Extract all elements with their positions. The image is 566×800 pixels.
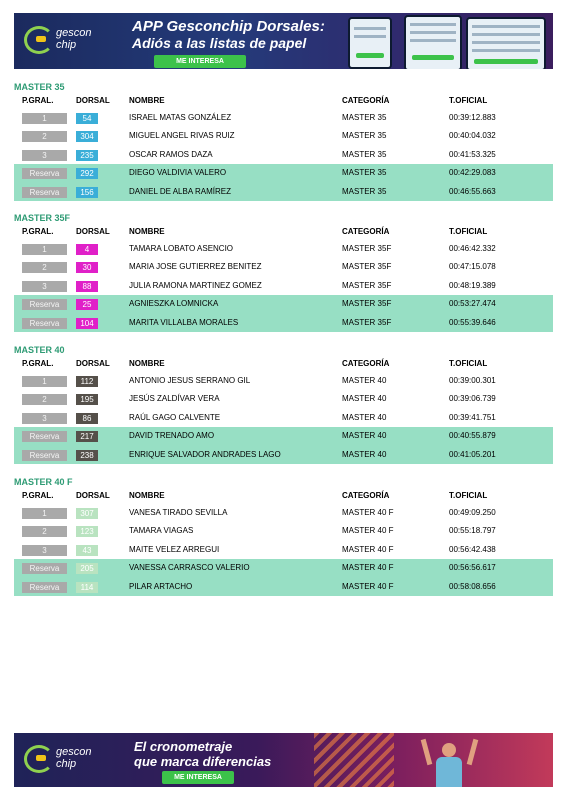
bib-badge: 30 [76, 262, 98, 273]
runner-time: 00:47:15.078 [449, 262, 496, 272]
athlete-image [414, 737, 484, 787]
table-header [14, 224, 553, 240]
runner-time: 00:39:12.883 [449, 113, 496, 122]
runner-time: 00:40:55.879 [449, 431, 496, 441]
column-header-category: CATEGORÍA [342, 227, 390, 236]
runner-category: MASTER 35F [342, 317, 392, 327]
position-badge: 1 [22, 508, 67, 519]
position-badge: Reserva [22, 431, 67, 442]
bib-badge: 112 [76, 376, 98, 387]
bib-badge: 43 [76, 545, 98, 556]
runner-name: VANESSA CARRASCO VALERIO [129, 563, 250, 573]
table-row [14, 427, 553, 445]
runner-category: MASTER 40 F [342, 563, 394, 573]
position-badge: Reserva [22, 168, 67, 179]
table-row [14, 295, 553, 313]
position-badge: 2 [22, 131, 67, 142]
table-row [14, 240, 553, 258]
table-row [14, 164, 553, 182]
table-row [14, 127, 553, 145]
runner-name: DAVID TRENADO AMO [129, 431, 215, 441]
table-header [14, 488, 553, 504]
table-row [14, 578, 553, 596]
column-header-pos: P.GRAL. [22, 359, 54, 368]
runner-time: 00:46:55.663 [449, 186, 496, 196]
runner-time: 00:55:39.646 [449, 317, 496, 327]
runner-category: MASTER 40 [342, 449, 387, 459]
table-row [14, 541, 553, 559]
runner-category: MASTER 35 [342, 186, 387, 196]
section [14, 81, 553, 201]
runner-time: 00:56:56.617 [449, 563, 496, 573]
runner-category: MASTER 35 [342, 113, 387, 122]
runner-time: 00:41:05.201 [449, 449, 496, 459]
runner-time: 00:53:27.474 [449, 299, 496, 309]
bib-badge: 304 [76, 131, 98, 142]
logo-dot-icon [36, 755, 46, 761]
table-row [14, 277, 553, 295]
runner-name: MIGUEL ANGEL RIVAS RUIZ [129, 131, 235, 141]
logo-text [56, 746, 91, 770]
runner-category: MASTER 40 [342, 394, 387, 404]
table-row [14, 146, 553, 164]
runner-time: 00:58:08.656 [449, 581, 496, 591]
section [14, 212, 553, 332]
runner-time: 00:55:18.797 [449, 526, 496, 536]
banner-headline: El cronometraje [134, 739, 233, 754]
runner-category: MASTER 40 [342, 376, 387, 385]
bib-badge: 235 [76, 150, 98, 161]
runner-time: 00:40:04.032 [449, 131, 496, 141]
runner-name: RAÚL GAGO CALVENTE [129, 412, 221, 422]
column-header-name: NOMBRE [129, 227, 165, 236]
table-row [14, 109, 553, 127]
position-badge: 3 [22, 150, 67, 161]
phone-mockup-icon [404, 15, 462, 69]
column-header-pos: P.GRAL. [22, 491, 54, 500]
runner-name: MARIA JOSE GUTIERREZ BENITEZ [129, 262, 262, 272]
runner-name: ISRAEL MATAS GONZÁLEZ [129, 113, 232, 122]
logo-dot-icon [36, 36, 46, 42]
column-header-bib: DORSAL [76, 359, 110, 368]
position-badge: 3 [22, 545, 67, 556]
runner-name: OSCAR RAMOS DAZA [129, 149, 213, 159]
table-header [14, 356, 553, 372]
runner-time: 00:49:09.250 [449, 508, 496, 517]
position-badge: 1 [22, 113, 67, 124]
runner-category: MASTER 35 [342, 131, 387, 141]
logo-text-1: gescon [56, 746, 92, 758]
runner-category: MASTER 40 F [342, 581, 394, 591]
column-header-name: NOMBRE [129, 359, 165, 368]
runner-category: MASTER 35F [342, 299, 392, 309]
position-badge: 3 [22, 413, 67, 424]
runner-category: MASTER 35 [342, 168, 387, 178]
section [14, 476, 553, 596]
section [14, 344, 553, 464]
runner-time: 00:42:29.083 [449, 168, 496, 178]
bib-badge: 54 [76, 113, 98, 124]
runner-category: MASTER 40 [342, 412, 387, 422]
table-row [14, 504, 553, 522]
table-row [14, 314, 553, 332]
runner-time: 00:41:53.325 [449, 149, 496, 159]
bib-badge: 4 [76, 244, 98, 255]
table-row [14, 183, 553, 201]
runner-category: MASTER 35 [342, 149, 387, 159]
logo-text-1: gescon [56, 27, 92, 39]
phone-mockup-icon [466, 17, 546, 69]
position-badge: Reserva [22, 563, 67, 574]
runner-name: DIEGO VALDIVIA VALERO [129, 168, 227, 178]
position-badge: 2 [22, 262, 67, 273]
phone-mockup-icon [348, 17, 392, 69]
column-header-time: T.OFICIAL [449, 491, 488, 500]
column-header-category: CATEGORÍA [342, 359, 390, 368]
column-header-category: CATEGORÍA [342, 96, 390, 105]
position-badge: 1 [22, 376, 67, 387]
runner-name: TAMARA LOBATO ASENCIO [129, 244, 234, 253]
column-header-category: CATEGORÍA [342, 491, 390, 500]
table-row [14, 409, 553, 427]
runner-name: MARITA VILLALBA MORALES [129, 317, 239, 327]
bib-badge: 88 [76, 281, 98, 292]
position-badge: Reserva [22, 187, 67, 198]
banner-subline: Adiós a las listas de papel [132, 35, 307, 51]
runner-category: MASTER 35F [342, 280, 392, 290]
decorative-stripes [314, 733, 394, 787]
runner-name: JESÚS ZALDÍVAR VERA [129, 394, 220, 404]
runner-name: VANESA TIRADO SEVILLA [129, 508, 228, 517]
table-header [14, 93, 553, 109]
runner-name: PILAR ARTACHO [129, 581, 193, 591]
position-badge: 1 [22, 244, 67, 255]
runner-name: JULIA RAMONA MARTINEZ GOMEZ [129, 280, 262, 290]
column-header-pos: P.GRAL. [22, 227, 54, 236]
runner-name: DANIEL DE ALBA RAMÍREZ [129, 186, 231, 196]
table-row [14, 446, 553, 464]
bib-badge: 123 [76, 526, 98, 537]
gesconchip-logo [24, 24, 114, 58]
table-row [14, 522, 553, 540]
runner-category: MASTER 40 F [342, 544, 394, 554]
section-title: MASTER 35F [14, 213, 71, 223]
runner-time: 00:46:42.332 [449, 244, 496, 253]
runner-name: MAITE VELEZ ARREGUI [129, 544, 220, 554]
bottom-banner[interactable] [14, 733, 553, 787]
runner-category: MASTER 35F [342, 262, 392, 272]
table-row [14, 559, 553, 577]
bib-badge: 238 [76, 450, 98, 461]
banner-subline: que marca diferencias [134, 754, 272, 769]
bib-badge: 205 [76, 563, 98, 574]
section-title: MASTER 35 [14, 82, 65, 92]
runner-category: MASTER 40 F [342, 508, 394, 517]
column-header-name: NOMBRE [129, 491, 165, 500]
bib-badge: 104 [76, 318, 98, 329]
table-row [14, 258, 553, 276]
gesconchip-logo [24, 743, 114, 777]
runner-name: ANTONIO JESUS SERRANO GIL [129, 376, 251, 385]
runner-name: TAMARA VIAGAS [129, 526, 194, 536]
bib-badge: 307 [76, 508, 98, 519]
table-row [14, 390, 553, 408]
column-header-pos: P.GRAL. [22, 96, 54, 105]
position-badge: 2 [22, 526, 67, 537]
runner-category: MASTER 35F [342, 244, 392, 253]
position-badge: 3 [22, 281, 67, 292]
position-badge: Reserva [22, 318, 67, 329]
runner-time: 00:39:00.301 [449, 376, 496, 385]
runner-category: MASTER 40 [342, 431, 387, 441]
position-badge: Reserva [22, 582, 67, 593]
column-header-bib: DORSAL [76, 227, 110, 236]
position-badge: Reserva [22, 450, 67, 461]
column-header-name: NOMBRE [129, 96, 165, 105]
top-banner[interactable] [14, 13, 553, 69]
runner-category: MASTER 40 F [342, 526, 394, 536]
banner-headline: APP Gesconchip Dorsales: [132, 18, 325, 35]
logo-text-2: chip [56, 39, 77, 51]
runner-time: 00:48:19.389 [449, 280, 496, 290]
logo-text-2: chip [56, 758, 77, 770]
column-header-bib: DORSAL [76, 491, 110, 500]
runner-time: 00:56:42.438 [449, 544, 496, 554]
runner-name: ENRIQUE SALVADOR ANDRADES LAGO [129, 449, 281, 459]
runner-time: 00:39:41.751 [449, 412, 496, 422]
section-title: MASTER 40 [14, 345, 65, 355]
bib-badge: 217 [76, 431, 98, 442]
bib-badge: 25 [76, 299, 98, 310]
logo-text [56, 27, 91, 51]
bib-badge: 114 [76, 582, 98, 593]
table-row [14, 372, 553, 390]
me-interesa-button[interactable]: ME INTERESA [154, 55, 246, 68]
column-header-time: T.OFICIAL [449, 359, 488, 368]
bib-badge: 195 [76, 394, 98, 405]
me-interesa-button[interactable]: ME INTERESA [162, 771, 234, 784]
runner-name: AGNIESZKA LOMNICKA [129, 299, 219, 309]
column-header-time: T.OFICIAL [449, 227, 488, 236]
column-header-time: T.OFICIAL [449, 96, 488, 105]
position-badge: 2 [22, 394, 67, 405]
position-badge: Reserva [22, 299, 67, 310]
section-title: MASTER 40 F [14, 477, 73, 487]
bib-badge: 86 [76, 413, 98, 424]
runner-time: 00:39:06.739 [449, 394, 496, 404]
bib-badge: 292 [76, 168, 98, 179]
column-header-bib: DORSAL [76, 96, 110, 105]
bib-badge: 156 [76, 187, 98, 198]
